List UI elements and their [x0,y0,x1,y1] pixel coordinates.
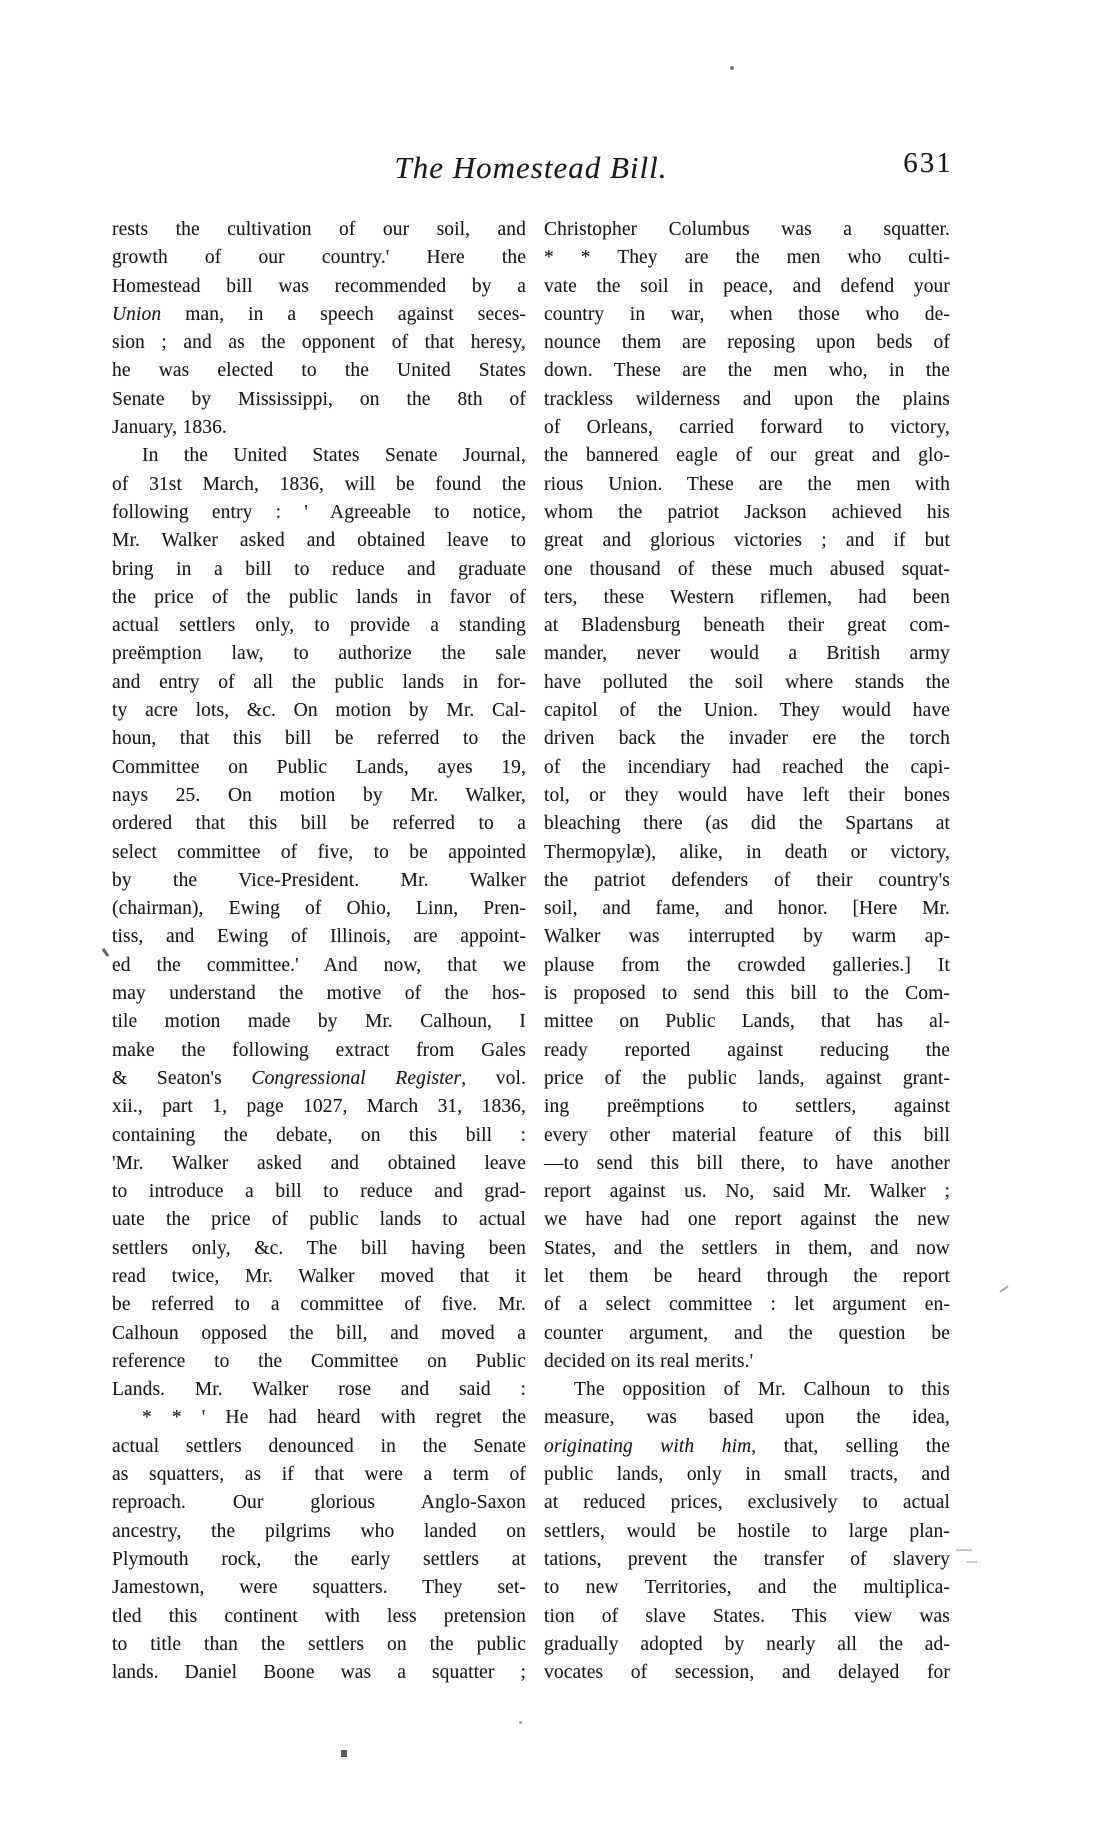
text-line: Thermopylæ), alike, in death or victory, [544,841,950,863]
text-line: growth of our country.' Here the [112,247,526,269]
text-line: settlers, would be hostile to large plan- [544,1520,950,1542]
text-line: rious Union. These are the men with [544,473,950,495]
scan-speck [956,1549,972,1551]
text-line: January, 1836. [112,417,227,439]
text-line: and entry of all the public lands in for- [112,671,526,693]
text-line: whom the patriot Jackson achieved his [544,501,950,523]
text-line: tations, prevent the transfer of slavery [544,1548,950,1570]
text-line: select committee of five, to be appointed [112,841,526,863]
text-line: Plymouth rock, the early settlers at [112,1548,526,1570]
scan-speck [519,1721,522,1724]
text-line: vate the soil in peace, and defend your [544,275,950,297]
text-line: ed the committee.' And now, that we [112,954,526,976]
text-line: preëmption law, to authorize the sale [112,643,526,665]
text-line: we have had one report against the new [544,1209,950,1231]
text-line: he was elected to the United States [112,360,526,382]
text-line: trackless wilderness and upon the plains [544,388,950,410]
text-line: by the Vice-President. Mr. Walker [112,869,526,891]
text-line: every other material feature of this bill [544,1124,950,1146]
text-line: of 31st March, 1836, will be found the [112,473,526,495]
text-line: (chairman), Ewing of Ohio, Linn, Pren- [112,898,526,920]
text-line: actual settlers denounced in the Senate [112,1435,526,1457]
text-line: Homestead bill was recommended by a [112,275,526,297]
text-line: price of the public lands, against grant- [544,1067,950,1089]
text-line: tion of slave States. This view was [544,1605,950,1627]
text-line: the patriot defenders of their country's [544,869,950,891]
text-line: sion ; and as the opponent of that heresy, [112,332,526,354]
text-line: vocates of secession, and delayed for [544,1662,950,1684]
text-line: of the incendiary had reached the capi- [544,756,950,778]
text-line: ters, these Western riflemen, had been [544,586,950,608]
scan-speck [102,948,110,957]
text-line: originating with him, that, selling the [544,1435,950,1457]
text-line: * * ' He had heard with regret the [142,1407,526,1429]
text-line: ing preëmptions to settlers, against [544,1096,950,1118]
text-line: counter argument, and the question be [544,1322,950,1344]
text-line: capitol of the Union. They would have [544,700,950,722]
scan-speck [966,1561,977,1563]
text-line: reproach. Our glorious Anglo-Saxon [112,1492,526,1514]
text-line: Jamestown, were squatters. They set- [112,1577,526,1599]
text-line: houn, that this bill be referred to the [112,728,526,750]
text-line: report against us. No, said Mr. Walker ; [544,1181,950,1203]
text-line: nays 25. On motion by Mr. Walker, [112,784,526,806]
text-line: Walker was interrupted by warm ap- [544,926,950,948]
text-line: ready reported against reducing the [544,1039,950,1061]
text-line: mander, never would a British army [544,643,950,665]
text-line: Committee on Public Lands, ayes 19, [112,756,526,778]
text-line: bring in a bill to reduce and graduate [112,558,526,580]
text-line: measure, was based upon the idea, [544,1407,950,1429]
text-line: country in war, when those who de- [544,303,950,325]
text-line: uate the price of public lands to actual [112,1209,526,1231]
text-line: 'Mr. Walker asked and obtained leave [112,1152,526,1174]
text-line: the price of the public lands in favor of [112,586,526,608]
text-line: to new Territories, and the multiplica- [544,1577,950,1599]
text-line: tiss, and Ewing of Illinois, are appoint- [112,926,526,948]
running-title: The Homestead Bill. [394,150,668,185]
text-line: may understand the motive of the hos- [112,983,526,1005]
text-line: to title than the settlers on the public [112,1633,526,1655]
text-line: the bannered eagle of our great and glo- [544,445,950,467]
text-line: let them be heard through the report [544,1265,950,1287]
text-line: tled this continent with less pretension [112,1605,526,1627]
scan-speck [999,1285,1008,1292]
text-line: of Orleans, carried forward to victory, [544,417,950,439]
text-line: of a select committee : let argument en- [544,1294,950,1316]
page-number: 631 [903,147,953,179]
text-line: & Seaton's Congressional Register, vol. [112,1067,526,1089]
text-line: have polluted the soil where stands the [544,671,950,693]
text-line: In the United States Senate Journal, [142,445,526,467]
text-line: following entry : ' Agreeable to notice, [112,501,526,523]
scan-speck [341,1750,347,1757]
text-line: is proposed to send this bill to the Com- [544,983,950,1005]
text-line: one thousand of these much abused squat- [544,558,950,580]
text-line: settlers only, &c. The bill having been [112,1237,526,1259]
text-line: make the following extract from Gales [112,1039,526,1061]
text-line: at reduced prices, exclusively to actual [544,1492,950,1514]
text-line: * * They are the men who culti- [544,247,950,269]
text-line: driven back the invader ere the torch [544,728,950,750]
text-line: Lands. Mr. Walker rose and said : [112,1379,526,1401]
text-line: nounce them are reposing upon beds of [544,332,950,354]
text-line: down. These are the men who, in the [544,360,950,382]
text-line: xii., part 1, page 1027, March 31, 1836, [112,1096,526,1118]
text-line: plause from the crowded galleries.] It [544,954,950,976]
text-line: ty acre lots, &c. On motion by Mr. Cal- [112,700,526,722]
text-line: Union man, in a speech against seces- [112,303,526,325]
text-line: —to send this bill there, to have another [544,1152,950,1174]
text-line: States, and the settlers in them, and now [544,1237,950,1259]
text-line: ancestry, the pilgrims who landed on [112,1520,526,1542]
text-line: containing the debate, on this bill : [112,1124,526,1146]
text-line: to introduce a bill to reduce and grad- [112,1181,526,1203]
text-line: Mr. Walker asked and obtained leave to [112,530,526,552]
text-line: rests the cultivation of our soil, and [112,219,526,240]
text-line: public lands, only in small tracts, and [544,1464,950,1486]
text-line: Senate by Mississippi, on the 8th of [112,388,526,410]
text-line: ordered that this bill be referred to a [112,813,526,835]
text-line: great and glorious victories ; and if but [544,530,950,552]
column-left [112,216,526,1687]
text-line: actual settlers only, to provide a standing [112,615,526,637]
text-line: lands. Daniel Boone was a squatter ; [112,1662,526,1684]
text-line: bleaching there (as did the Spartans at [544,813,950,835]
text-line: Calhoun opposed the bill, and moved a [112,1322,526,1344]
text-line: mittee on Public Lands, that has al- [544,1011,950,1033]
text-line: as squatters, as if that were a term of [112,1464,526,1486]
text-line: read twice, Mr. Walker moved that it [112,1265,526,1287]
text-line: at Bladensburg beneath their great com- [544,615,950,637]
text-line: gradually adopted by nearly all the ad- [544,1633,950,1655]
text-line: tol, or they would have left their bones [544,784,950,806]
text-line: decided on its real merits.' [544,1350,754,1372]
scan-speck [730,66,734,70]
column-right [544,216,950,1687]
text-line: tile motion made by Mr. Calhoun, I [112,1011,526,1033]
text-line: Christopher Columbus was a squatter. [544,219,950,240]
text-line: The opposition of Mr. Calhoun to this [574,1379,950,1401]
text-line: be referred to a committee of five. Mr. [112,1294,526,1316]
text-line: soil, and fame, and honor. [Here Mr. [544,898,950,920]
text-line: reference to the Committee on Public [112,1350,526,1372]
